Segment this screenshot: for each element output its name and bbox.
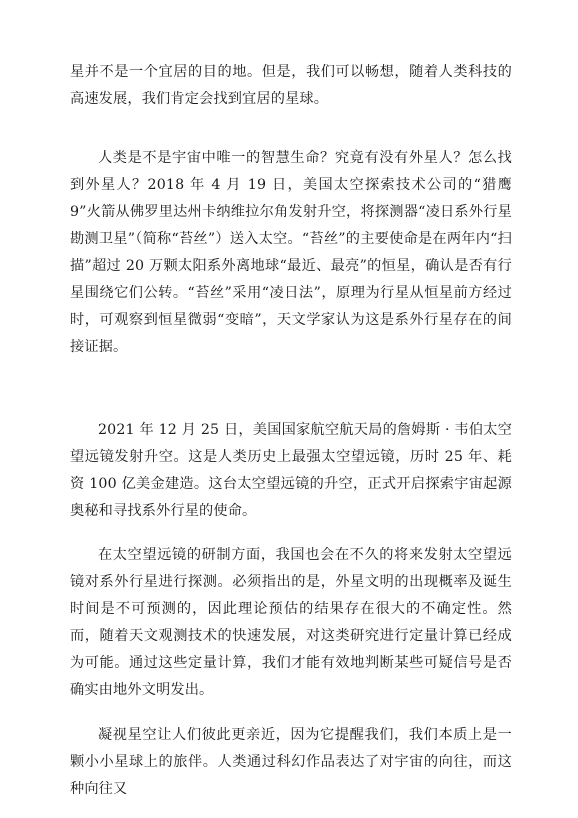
paragraph-2: 人类是不是宇宙中唯一的智慧生命？究竟有没有外星人？怎么找到外星人？2018 年 4 月 19 日，美国太空探索技术公司的“猎鹰 9”火箭从佛罗里达州卡纳维拉尔角发射升空，将探测器“凌日系外行星勘测卫星”（简称“苔丝”）送入太空。“苔丝”的主要使命是在两年内“扫描”超过 20 万颗太阳系外离地球“最近、最亮”的恒星，确认是否有行星围绕它们公转。“苔丝”采用“凌日法”，原理为行星从恒星前方经过时，可观察到恒星微弱“变暗”，天文学家认为这是系外行星存在的间接证据。	[70, 150, 512, 355]
paragraph-4: 在太空望远镜的研制方面，我国也会在不久的将来发射太空望远镜对系外行星进行探测。必须指出的是，外星文明的出现概率及诞生时间是不可预测的，因此理论预估的结果存在很大的不确定性。然而，随着天文观测技术的快速发展，对这类研究进行定量计算已经成为可能。通过这些定量计算，我们才能有效地判断某些可疑信号是否确实由地外文明发出。	[70, 547, 512, 698]
paragraph-5: 凝视星空让人们彼此更亲近，因为它提醒我们，我们本质上是一颗小小星球上的旅伴。人类通过科幻作品表达了对宇宙的向往，而这种向往又	[70, 727, 512, 797]
paragraph-3: 2021 年 12 月 25 日，美国国家航空航天局的詹姆斯 · 韦伯太空望远镜发射升空。这是人类历史上最强太空望远镜，历时 25 年、耗资 100 亿美金建造。这台太空望远镜的升空，正式开启探索宇宙起源奥秘和寻找系外行星的使命。	[70, 422, 512, 519]
paragraph-1: 星并不是一个宜居的目的地。但是，我们可以畅想，随着人类科技的高速发展，我们肯定会找到宜居的星球。	[70, 64, 512, 107]
